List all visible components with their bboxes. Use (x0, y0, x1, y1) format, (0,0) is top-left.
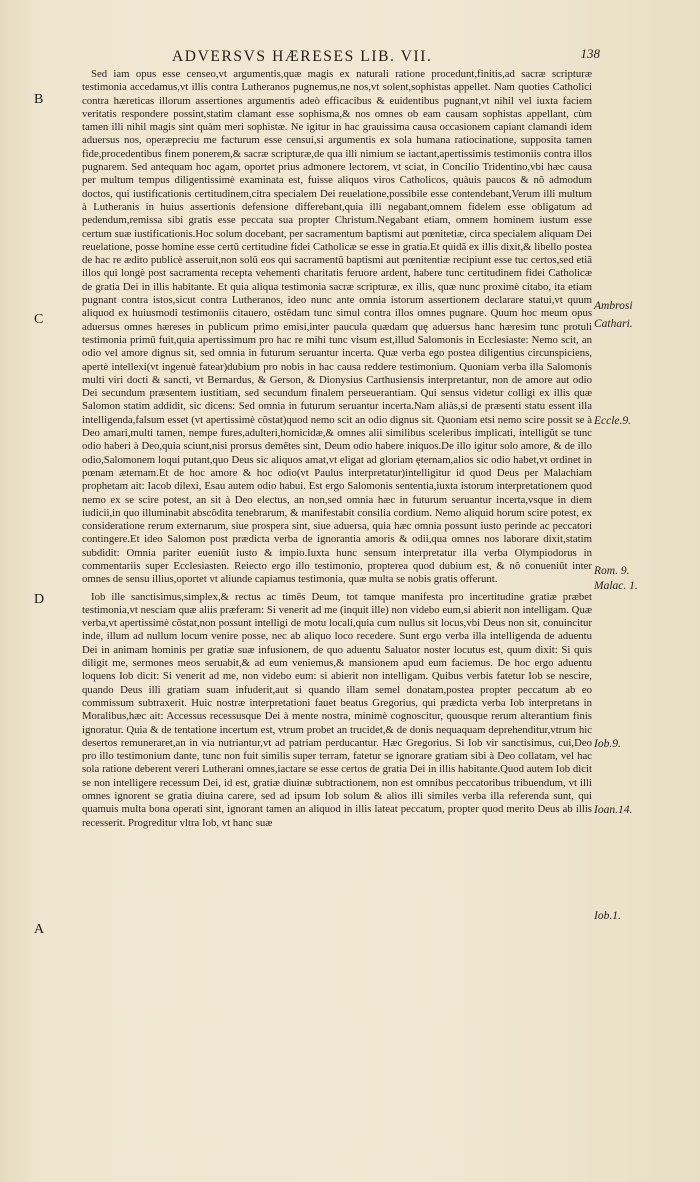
running-header (130, 48, 600, 70)
side-note-malac: Malac. 1. (594, 580, 638, 592)
paragraph-1: Sed iam opus esse censeo,vt argumentis,quæ magis ex naturali ratione procedunt,finitis,ad sacræ scripturæ testimonia accedamus,vt illis contra Lutheranos pugnemus,ne nos,vt solent,sophistas appellet. Nam quoties Catholici contra hæreticas illorum assertiones argumentis adeò efficacibus & euidentibus pugnant,vt nihil vel iuxta faciem veritatis respondere possint,statim clamant esse sophisma,& nos omnes ob eam causam sophistas appellant, cùm tamen illi nihil magis sint quàm meri sophistæ. Ne igitur in hac grauissima causa occasionem capiant clamandi idem aduersus nos, operæpreciu me facturum esse censui,si argumentis ex sola humana ratiocinatione, supposita tamen fide,procedentibus finem ponerem,& sacræ scripturæ,de qua illi nimium se iactant,apertissimis testimoniis contra illos pugnarem. Sed antequam hoc agam, oportet prius admonere lectorem, vt sciat, in Concilio Tridentino,vbi hæc causa per multum tempus diligentissimè examinata est, fuisse aliquos viros Catholicos, quàuis paucos & nõ admodum doctos, qui iustificationis certitudinem,citra specialem Dei reuelatione,possibile esse contendebant,Verum illi multum à Lutheranis in huius assertionis defensione differebant,quia illi negabant,omnem fidelem esse obligatum ad pedendum,remissa sibi gratis esse peccata sua propter Christum.Negabant etiam, omnem hominem iustum esse certum suæ iustificationis.Hoc solum docebant, per sacramentum baptismi aut pœnitetiæ, circa specialem aliquam Dei reuelatione, posse homine esse certũ certitudine fidei Catholicæ se esse in gratia.Et quidã ex illis dixit,& libello postea de hac re ædito publicè asseruit,non solũ eos qui sacramentũ baptismi aut pœnitentiæ recipiunt esse tuc certos,sed etiã illos qui longè post sacramenta recepta vehementi charitatis feruore ardent, habere tunc certitudinem fidei Catholicæ de gratia Dei in illis habitante. Et quia aliqua testimonia sacræ scripturæ, ex illis, quæ nunc proximè citabo, ita etiam pugnant contra istos,sicut contra Lutheranos, ideo nunc ante omnia istorum assertionem declarare statui,vt quum aliquod ex huiusmodi testimoniis citauero, ostẽdam tunc simul contra illos omnes pugnare. Quum hoc meum opus aduersus omnes hæreses in publicum primo emisi,inter paucula quædam quę aduersus hanc hæresim tunc protuli testimonia primũ fuit,quia apertissimum pro hac re mihi tunc visum est,illud Salomonis in Ecclesiaste: Nemo scit, an odio vel amore dignus sit, sed omnia in futurum seruantur incerta. Quæ verba ego postea diligentius circunspiciens, apertè intellexi(vt ingenuè fatear)dubium pro nobis in hac causa reddere testimonium. Quoniam verba illa Salomonis multi viri docti & sancti, vt Bernardus, & Gerson, & Dionysius Carthusiensis interpretantur, non de amore aut odio Dei secundum præsentem iustitiam, sed secundum finalem perseuerantiam. Qui sensus videtur colligi ex illis quæ Salomon statim addidit, sic dicens: Sed omnia in futurum seruantur incerta.Nam aliàs,si de præsenti statu essent illa intelligenda,falsum esset (vt apertissimè cõstat)quod nemo scit an odio dignus sit. Quoniam etsi nemo scire possit se à Deo amari,multi tamen, nempe fures,adulteri,homicidæ,& omnes alii similibus sceleribus implicati, intelligũt se tunc odio haberi à Deo,quia sciunt,nisi prorsus demẽtes sint, Deum odio habere iniquos.De illo igitur solo amore, & de illo odio,Salomonem loqui putant,quo Deus sic aliquos amat,vt eligat ad gloriam ęternam,alios sic odio habet,vt ordinet in pœnam æternam.Et de hoc amore & hoc odio(vt Paulus interpretatur)intelligitur id quod Deus per Malachiam prophetam ait: Iacob dilexi, Esau autem odio habui. Est ergo Salomonis sententia,iuxta istorum interpretationem quod nemo ex se scire potest, an sit à Deo electus, an non,sed omnia hæc in futurum seruantur incerta,vsque in diem iudicii,in quo illuminabit abscõdita tenebrarum, & manifestabit consilia cordium. Nemo aliquid horum scire potest, ex consideratione rerum externarum, siue prospera sint, siue aduersa, quia hæc omnia possunt iusto perinde ac peccatori contingere.Et ideo Salomon post prædicta verba de ignorantia amoris & odii,qua omnes nos laborare dixit,statim subdidit: Omnia pariter eueniũt iusto & impio.Iuxta hunc sensum interpretatur illa verba Olympiodorus in commentariis super Ecclesiasten. Reiecto ergo illo testimonio, propterea quod dubium est, & nõ conueniũt inter omnes de sensu illius,oportet vt aliunde capiamus testimonia, quæ multa se nobis gratis offerunt. (82, 68, 592, 586)
header-title: ADVERSVS HÆRESES LIB. VII. (172, 48, 433, 65)
side-note-cathari: Cathari. (594, 318, 633, 330)
margin-marker-a: A (34, 922, 45, 937)
side-note-eccle: Eccle.9. (594, 415, 632, 427)
folio-number: 138 (580, 46, 600, 61)
side-note-rom: Rom. 9. (594, 565, 630, 577)
paragraph-2: Iob ille sanctisimus,simplex,& rectus ac timẽs Deum, tot tamque manifesta pro incertitudine gratiæ præbet testimonia,vt nesciam quæ aliis præferam: Si venerit ad me (inquit ille) non videbo eum,si abierit non intelligam. Quæ verba,vt apertissimè cõstat,non possunt intelligi de motu locali,quia cum nullus sit locus,vbi Deus non sit, conuincitur inde, illum ad nullum locum venire posse, nec ab aliquo loco recedere. Sunt ergo verba illa intelligenda de aduentu Dei in animam hominis per gratiæ suæ infusionem, de quo aduentu Saluator noster locutus est, quum dixit: Si quis diligit me, sermones meos seruabit,& ad eum veniemus,& mansionem apud eum faciemus. De hoc ergo aduentu loquens Iob dicit: Si venerit ad me, non videbo eum: si abierit non intelligam. Quibus verbis fatetur Iob se nescire, quando Deus illi gratiam suam infuderit,aut si quando illam semel donatam,postea propter peccatum ab eo commissum subtraxerit. Huic nostræ interpretationi fauet beatus Gregorius, qui prædicta verba Iob interpretans in Moralibus,hæc ait: Accessus recessusque Dei à mente nostra, minimè cognoscitur, quousque rerum alterantium finis ignoratur. Quia & de tentatione incertum est, vtrum probet an trucidet,& de donis nequaquam deprehenditur,vtrum hic desertos remuneraret,an in via nutriantur,vt ad patriam perducantur. Hæc Gregorius. Si Iob vir sanctisimus, cui,Deo pro illo testimonium dante, tunc non fuit similis super terram, fatetur se ignorare gratiam sibi à Deo collatam, vel hac sola ratione deberent vereri Lutherani omnes,iactare se esse certos de gratia Dei in illis habitante.Quod autem Iob dicit se non intelligere recessum Dei, id est, gratiæ diuinæ subtractionem, non est omnibus peccatoribus tribuendum, vt illi omnes ignorent se gratia diuina carere, sed ad ipsum Iob solum & alios illi similes verba illa referenda sunt, qui quamuis multa bona operati sint, ignorant tamen an aliquod in illis lateat peccatum, propter quod merito Deus ab illis recesserit. Progreditur vltra Iob, vt hanc suæ (82, 590, 592, 829)
side-note-iob9: Iob.9. (594, 738, 621, 750)
margin-marker-d: D (34, 592, 45, 607)
margin-marker-c: C (34, 312, 44, 327)
side-note-ioan: Ioan.14. (594, 804, 633, 816)
margin-marker-b: B (34, 92, 44, 107)
side-note-iob1: Iob.1. (594, 910, 621, 922)
side-note-ambrosi: Ambrosi (594, 300, 633, 312)
main-text-block (82, 68, 592, 830)
